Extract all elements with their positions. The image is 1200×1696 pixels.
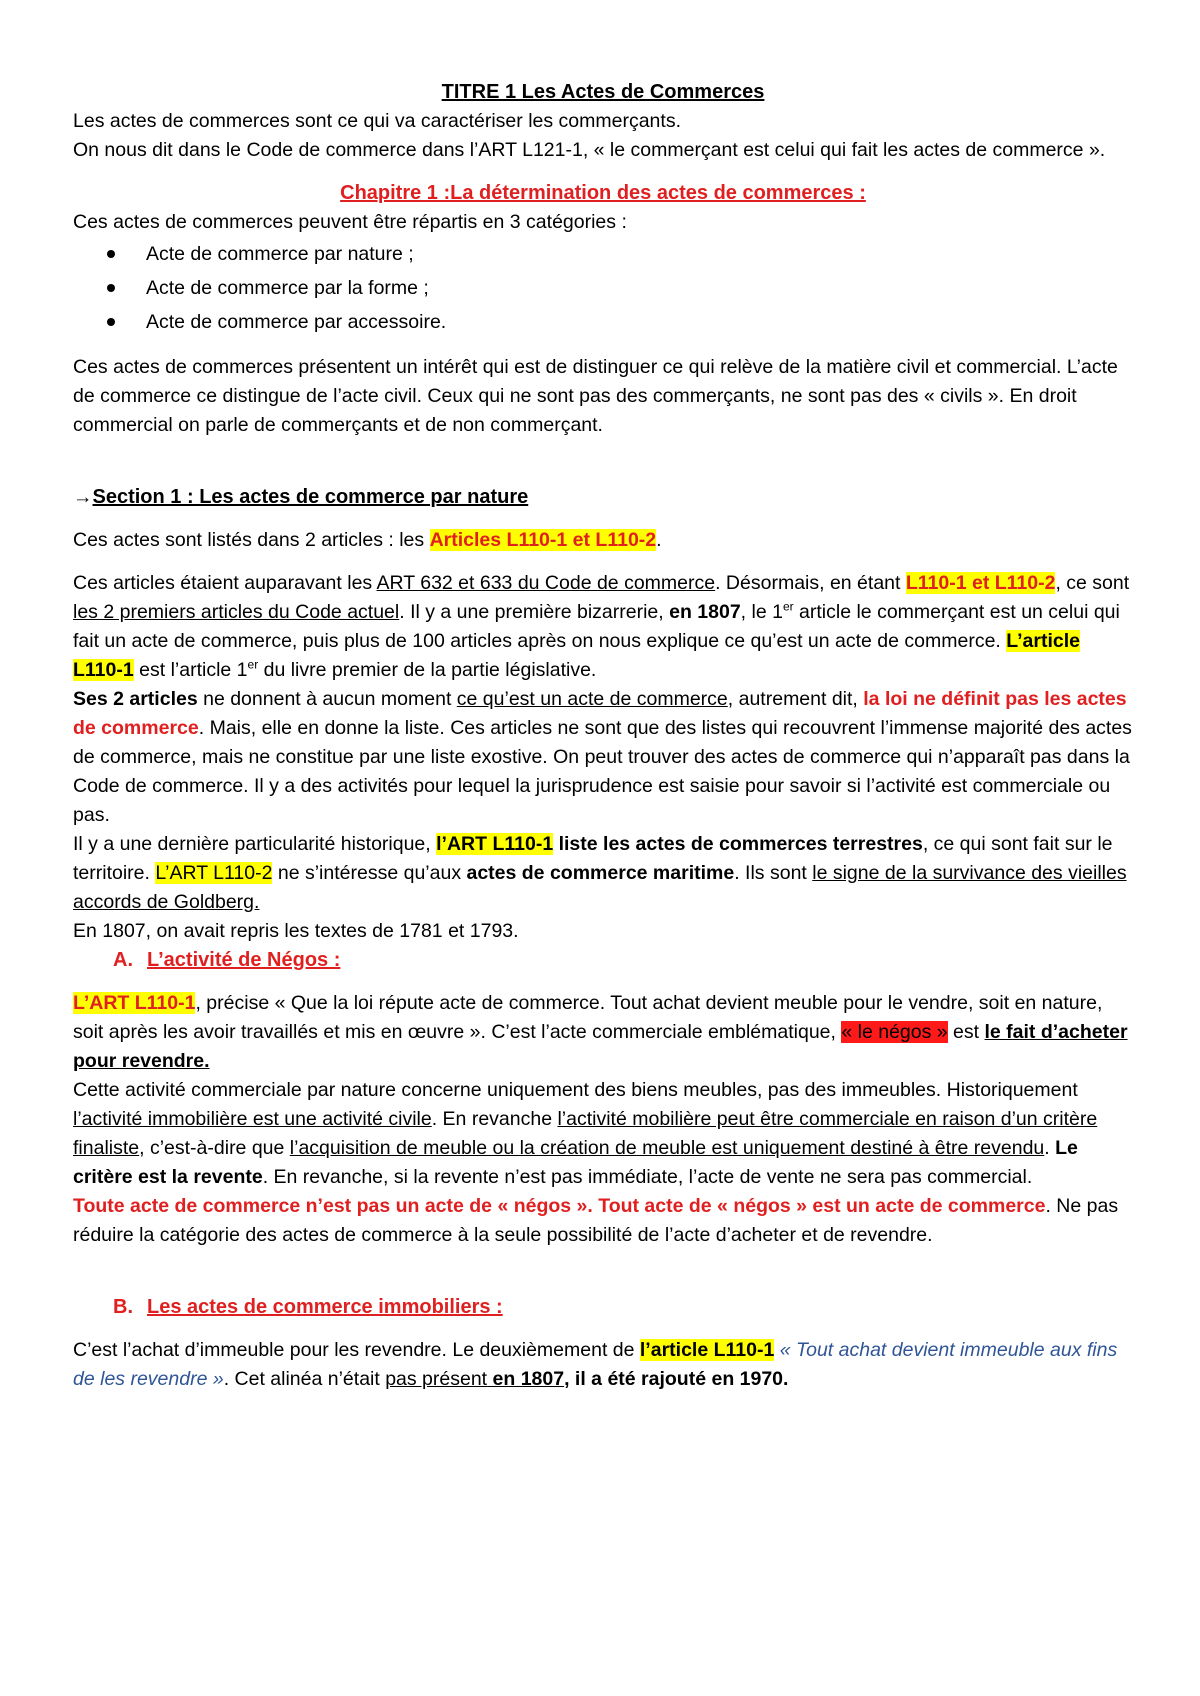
text-run: . bbox=[1044, 1137, 1056, 1159]
list-item-text: Acte de commerce par nature ; bbox=[146, 243, 414, 265]
highlight-article: l’article L110-1 bbox=[639, 1339, 775, 1361]
section-paragraph-2 bbox=[73, 569, 1133, 685]
text-run: . En revanche, si la revente n’est pas immédiate, l’acte de vente ne sera pas commercial. bbox=[262, 1166, 1033, 1188]
text-run: . Désormais, en étant bbox=[715, 572, 906, 594]
highlight-article: l’ART L110-1 bbox=[436, 833, 554, 855]
superscript: er bbox=[782, 599, 794, 614]
chapter-paragraph: Ces actes de commerces présentent un intérêt qui est de distinguer ce qui relève de la matière civil et commercial. L’acte de commerce ce distingue de l’acte civil. Ceux qui ne sont pas des commerçants, ne sont pas des « civils ». En droit commercial on parle de commerçants et de non commerçant. bbox=[73, 356, 1118, 436]
subsection-b-paragraph-1 bbox=[73, 1336, 1133, 1394]
section-paragraph-5: En 1807, on avait repris les textes de 1781 et 1793. bbox=[73, 920, 519, 942]
section-listed-paragraph bbox=[73, 526, 1133, 555]
underlined-text: l’activité mobilière peut être commerciale en raison d’un critère finaliste bbox=[73, 1108, 1098, 1159]
subsection-a-paragraph-2 bbox=[73, 1076, 1133, 1192]
text-run: , précise « Que la loi répute acte de commerce. Tout achat devient meuble pour le vendre, soit en nature, soit après les avoir travaillés et mis en œuvre ». C’est l’acte commerciale emblématique, bbox=[73, 992, 1103, 1043]
text-run: ne s’intéresse qu’aux bbox=[272, 862, 467, 884]
subsection-a-paragraph-1 bbox=[73, 989, 1133, 1076]
text-run: est bbox=[947, 1021, 985, 1043]
subsection-b-heading bbox=[73, 1293, 1133, 1322]
text-run: . Ne pas réduire la catégorie des actes de commerce à la seule possibilité de l’acte d’acheter et de revendre. bbox=[73, 1195, 1119, 1246]
bold-text: actes de commerce maritime bbox=[466, 862, 735, 884]
text-run: ne donnent à aucun moment bbox=[197, 688, 457, 710]
bullet-icon bbox=[107, 284, 115, 292]
section-heading-line bbox=[73, 483, 1133, 512]
bold-text: Le critère est la revente bbox=[73, 1137, 1078, 1188]
text-run: Ces articles étaient auparavant les bbox=[73, 572, 377, 594]
underlined-text: les 2 premiers articles du Code actuel bbox=[73, 601, 400, 623]
list-item bbox=[73, 271, 1133, 305]
bold-underlined-text: le fait d’acheter pour revendre. bbox=[73, 1021, 1128, 1072]
text-run: . Mais, elle en donne la liste. Ces articles ne sont que des listes qui recouvrent l’immense majorité des actes de commerce, mais ne constitue par une liste exostive. On peut trouver des actes de commerce qui n’apparaît pas dans la Code de commerce. Il y a des activités pour lequel la jurisprudence est saisie pour savoir si l’activité est commerciale ou pas. bbox=[73, 717, 1132, 826]
bold-text: en 1807 bbox=[669, 601, 741, 623]
subsection-a-heading bbox=[73, 946, 1133, 975]
text-run: C’est l’achat d’immeuble pour les revendre. Le deuxièmement de bbox=[73, 1339, 640, 1361]
red-highlight: « le négos » bbox=[841, 1021, 948, 1043]
italic-quote: « Tout achat devient immeuble aux fins de les revendre » bbox=[73, 1339, 1118, 1390]
text-run: . En revanche bbox=[431, 1108, 558, 1130]
highlight-article: L’ART L110-2 bbox=[155, 862, 273, 884]
spacer bbox=[73, 975, 1133, 989]
bullet-icon bbox=[107, 318, 115, 326]
bold-text: , il a été rajouté en 1970. bbox=[564, 1368, 789, 1390]
list-item-text: Acte de commerce par la forme ; bbox=[146, 277, 429, 299]
red-emphasis: Toute acte de commerce n’est pas un acte de « négos ». Tout acte de « négos » est un acte de commerce bbox=[73, 1195, 1046, 1217]
text-run: . bbox=[656, 529, 662, 551]
text-run: , c’est-à-dire que bbox=[139, 1137, 290, 1159]
underlined-text: pas présent bbox=[385, 1368, 488, 1390]
text-run: , autrement dit, bbox=[727, 688, 864, 710]
arrow-right-icon: → bbox=[73, 486, 93, 508]
list-item-text: Acte de commerce par accessoire. bbox=[146, 311, 447, 333]
underlined-text: ce qu’est un acte de commerce bbox=[456, 688, 728, 710]
list-item bbox=[73, 305, 1133, 339]
highlight-article: L’article L110-1 bbox=[73, 630, 1080, 681]
underlined-text: l’acquisition de meuble ou la création de meuble est uniquement destiné à être revendu bbox=[289, 1137, 1045, 1159]
subsection-a-paragraph-3 bbox=[73, 1192, 1133, 1250]
section-heading: Section 1 : Les actes de commerce par nature bbox=[92, 486, 529, 508]
spacer bbox=[73, 165, 1133, 179]
spacer bbox=[73, 512, 1133, 526]
text-run: . Il y a une première bizarrerie, bbox=[399, 601, 670, 623]
spacer bbox=[73, 555, 1133, 569]
subsection-title: Les actes de commerce immobiliers : bbox=[147, 1296, 503, 1318]
underlined-text: ART 632 et 633 du Code de commerce bbox=[376, 572, 716, 594]
text-run: , le 1 bbox=[740, 601, 783, 623]
intro-line-2: On nous dit dans le Code de commerce dans l’ART L121-1, « le commerçant est celui qui fait les actes de commerce ». bbox=[73, 139, 1106, 161]
text-run: du livre premier de la partie législative. bbox=[258, 659, 597, 681]
section-paragraph-3 bbox=[73, 685, 1133, 830]
spacer bbox=[73, 1322, 1133, 1336]
bold-text: Ses 2 articles bbox=[73, 688, 198, 710]
bold-underlined-text: en 1807 bbox=[487, 1368, 565, 1390]
superscript: er bbox=[247, 657, 259, 672]
subsection-letter: A. bbox=[113, 949, 133, 971]
text-run: . Ils sont bbox=[734, 862, 813, 884]
highlight-articles: Articles L110-1 et L110-2 bbox=[429, 529, 657, 551]
document-title: TITRE 1 Les Actes de Commerces bbox=[441, 81, 765, 103]
intro-line-1: Les actes de commerces sont ce qui va caractériser les commerçants. bbox=[73, 110, 681, 132]
spacer bbox=[73, 1250, 1133, 1279]
chapter-heading-line bbox=[73, 179, 1133, 208]
red-emphasis: la loi ne définit pas les actes de commerce bbox=[73, 688, 1127, 739]
text-run: Ces actes sont listés dans 2 articles : les bbox=[73, 529, 430, 551]
subsection-letter: B. bbox=[113, 1296, 133, 1318]
bullet-icon bbox=[107, 250, 115, 258]
text-run: est l’article 1 bbox=[133, 659, 248, 681]
spacer bbox=[73, 440, 1133, 469]
spacer bbox=[73, 339, 1133, 353]
section-paragraph-4 bbox=[73, 830, 1133, 917]
category-list bbox=[73, 237, 1133, 339]
document-body bbox=[73, 78, 1133, 1394]
highlight-articles: L110-1 et L110-2 bbox=[905, 572, 1056, 594]
highlight-article: L’ART L110-1 bbox=[73, 992, 196, 1014]
chapter-lead: Ces actes de commerces peuvent être répartis en 3 catégories : bbox=[73, 211, 627, 233]
text-run: Il y a une dernière particularité historique, bbox=[73, 833, 437, 855]
underlined-text: le signe de la survivance des vieilles accords de Goldberg. bbox=[73, 862, 1127, 913]
text-run: , ce qui sont fait sur le territoire. bbox=[73, 833, 1113, 884]
text-run: article le commerçant est un celui qui fait un acte de commerce, puis plus de 100 articles après on nous explique ce qu’est un acte de commerce. bbox=[73, 601, 1120, 652]
text-run: , ce sont bbox=[1055, 572, 1130, 594]
text-run: . Cet alinéa n’était bbox=[223, 1368, 386, 1390]
list-item bbox=[73, 237, 1133, 271]
bold-text: liste les actes de commerces terrestres bbox=[553, 833, 923, 855]
spacer bbox=[73, 1279, 1133, 1293]
underlined-text: l’activité immobilière est une activité civile bbox=[73, 1108, 432, 1130]
spacer bbox=[73, 469, 1133, 483]
chapter-heading: Chapitre 1 :La détermination des actes de commerces : bbox=[340, 182, 866, 204]
document-title-line bbox=[73, 78, 1133, 107]
text-run: Cette activité commerciale par nature concerne uniquement des biens meubles, pas des immeubles. Historiquement bbox=[73, 1079, 1078, 1101]
subsection-title: L’activité de Négos : bbox=[147, 949, 341, 971]
